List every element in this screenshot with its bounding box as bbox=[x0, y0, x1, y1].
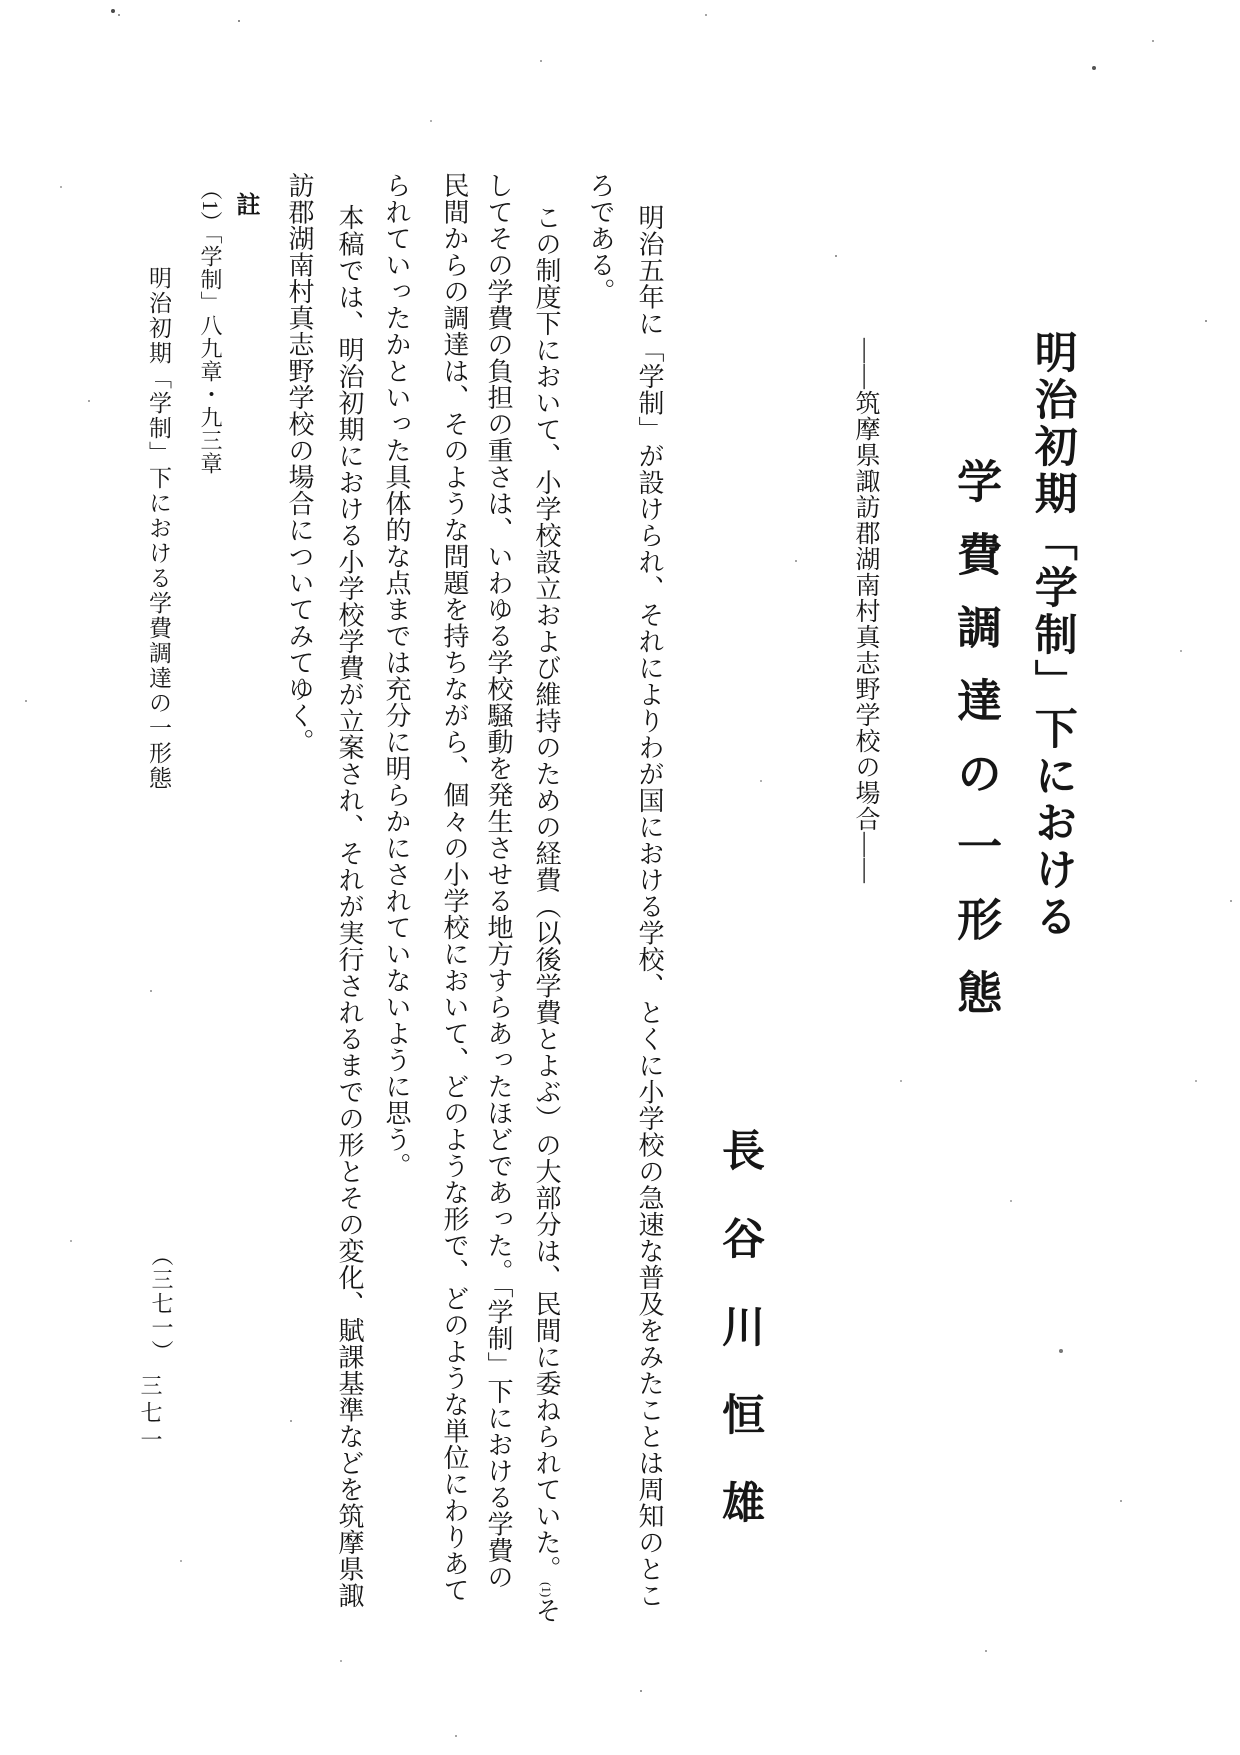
note-reference-1: (1) bbox=[539, 1582, 554, 1598]
body-column-3-text-end: そ bbox=[532, 1597, 561, 1624]
page-number-parenthesized: （三七一） bbox=[149, 1244, 174, 1364]
body-column-3 bbox=[533, 204, 559, 1624]
author-name: 長谷川恒雄 bbox=[716, 1128, 763, 1568]
running-title: 明治初期「学制」下における学費調達の一形態 bbox=[146, 266, 171, 791]
body-column-4: してその学費の負担の重さは、いわゆる学校騒動を発生させる地方すらあったほどであった。「学制」下における学費の bbox=[484, 172, 513, 1590]
body-column-5: 民間からの調達は、そのような問題を持ちながら、個々の小学校において、どのような形で、どのような単位にわりあて bbox=[440, 172, 469, 1603]
note-item-1-label: （1） bbox=[198, 178, 223, 233]
article-subtitle: ――筑摩県諏訪郡湖南村真志野学校の場合―― bbox=[852, 338, 879, 884]
body-column-3-text: この制度下において、小学校設立および維持のための経費（以後学費とよぶ）の大部分は、民間に委ねられていた。 bbox=[532, 204, 561, 1582]
body-column-2: ろである。 bbox=[586, 172, 615, 305]
body-column-8: 訪郡湖南村真志野学校の場合についてみてゆく。 bbox=[285, 172, 314, 755]
note-item-1-text: 「学制」八九章・九三章 bbox=[198, 233, 223, 475]
body-column-1: 明治五年に「学制」が設けられ、それによりわが国における学校、とくに小学校の急速な普及をみたことは周知のとこ bbox=[635, 204, 664, 1609]
body-column-7: 本稿では、明治初期における小学校学費が立案され、それが実行されるまでの形とその変化、賦課基準などを筑摩県諏 bbox=[335, 204, 364, 1609]
page-number: 三七一 bbox=[138, 1374, 163, 1455]
article-title-line2: 学費調達の一形態 bbox=[950, 458, 1001, 1042]
body-column-6: られていったかといった具体的な点までは充分に明らかにされていないように思う。 bbox=[382, 172, 411, 1179]
scan-noise bbox=[0, 0, 2, 2]
note-item-1 bbox=[199, 178, 221, 475]
article-title-line1: 明治初期「学制」下における bbox=[1028, 330, 1076, 941]
notes-header: 註 bbox=[232, 192, 258, 216]
